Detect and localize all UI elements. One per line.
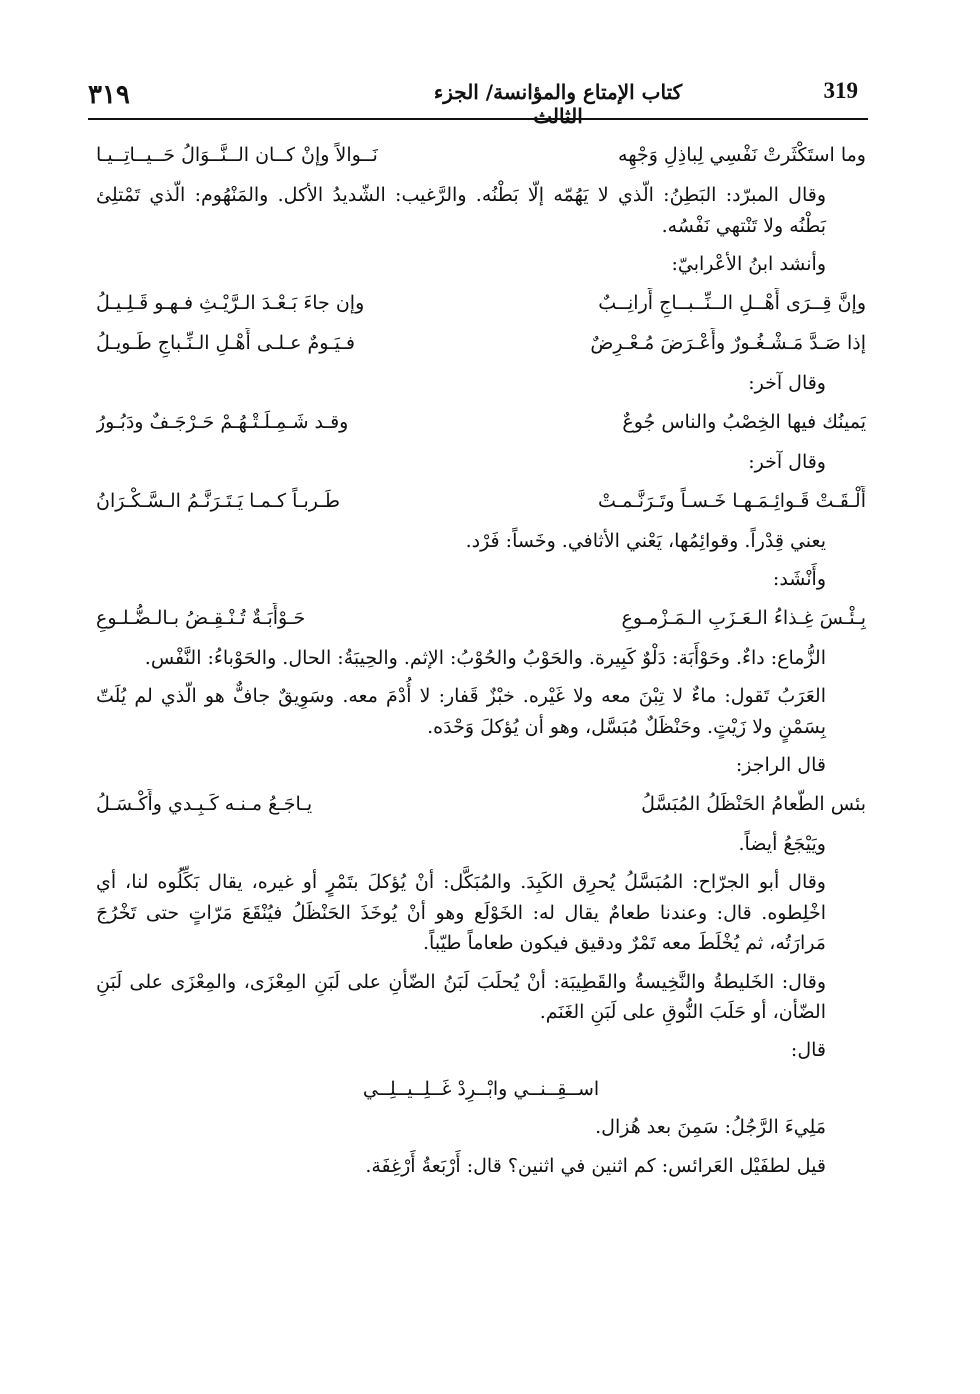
verse-hemistich-second: وقـد شَـمِـلَـتْـهُـمْ حَـرْجَـفٌ ودَبُـورُ [96, 410, 349, 433]
verse-hemistich-second: حَـوْأَبَـةٌ تُـنْـقِـضُ بـالـضُّـلـوعِ [96, 606, 306, 629]
verse-hemistich-first: أَلْـقَـتْ قَـوائِـمَـهـا خَـسـاً وتَـرَنَّـمـتْ [597, 489, 866, 512]
paragraph: الزُّماع: داءٌ. وحَوْأَبَة: دَلْوٌ كَبِيرة. والحَوْبُ والحُوْبُ: الإثم. والحِيبَةُ: الحال. والحَوْباءُ: النَّفْس. [144, 647, 826, 670]
verse-hemistich-first: بِـئْـسَ غِـذاءُ الـعَـزَبِ الـمَـزْمـوعِ [621, 606, 866, 629]
verse-hemistich-second: فـيَـومٌ عـلـى أَهْـلِ الـنِّـباجِ طَـويـلُ [96, 331, 356, 354]
paragraph: قال: [790, 1039, 826, 1062]
page-body [96, 136, 866, 1189]
verse-line [96, 603, 866, 633]
paragraph: وقال آخر: [748, 372, 826, 395]
paragraph: وقال آخر: [748, 451, 826, 474]
paragraph: يعني قِدْراً. وقوائِمُها، يَعْني الأثافي. وخَساً: فَرْد. [465, 529, 826, 552]
page-number-latin: 319 [823, 78, 858, 103]
verse-line [96, 328, 866, 358]
paragraph: قيل لطفَيْل العَرائس: كم اثنين في اثنين؟ قال: أَرْبَعةُ أَرْغِفَة. [365, 1154, 826, 1177]
paragraph: مَلِيءَ الرَّجُلُ: سَمِنَ بعد هُزال. [595, 1116, 826, 1139]
page-number-arabic: ٣١٩ [88, 80, 130, 110]
paragraph: وقال: الخَليطةُ والنَّخِيسةُ والقَطِيبَة: أنْ يُحلَبَ لَبَنُ الضّأنِ على لَبَنِ المِعْزَى، والمِعْزَى على لَبَنِ الضّأن، أو حَلَبَ النُّوقِ على لَبَنِ الغَنَم. [96, 970, 826, 1023]
page-header [88, 74, 868, 128]
verse-hemistich-first: يَمينُك فيها الخِصْبُ والناس جُوعٌ [622, 410, 866, 433]
verse-line [96, 486, 866, 516]
verse-hemistich-first: بئس الطّعامُ الحَنْظَلُ المُبَسَّلُ [641, 792, 866, 815]
verse-hemistich-second: يـاجَـعُ مـنـه كَـبِـدي وأَكْـسَـلُ [96, 792, 313, 815]
paragraph: وقال أبو الجرّاح: المُبَسَّلُ يُحرِق الكَبِدَ. والمُبَكَّل: أنْ يُؤكلَ بتَمْرٍ أو غيره، يقال بَكِّلُوه لنا، أي اخْلِطوه. قال: وعندنا طعامٌ يقال له: الخَوْلَع وهو أنْ يُوخَذَ الحَنْظَلُ فيُنْقَعَ مَرّاتٍ حتى تَخْرُجَ مَرارَتُه، ثم يُخْلَطَ معه تَمْرٌ ودقيق فيكون طعاماً طيّباً. [96, 871, 826, 955]
verse-single: اســقِــنــي وابْــرِدْ غَــلِــيــلِــي [362, 1077, 600, 1100]
paragraph: وقال المبرّد: البَطِنُ: الّذي لا يَهُمّه إلّا بَطْنُه. والرَّغيب: الشّديدُ الأكل. والمَنْهُوم: الّذي تَمْتلِئ بَطْنُه ولا تَنْتهي نَفْسُه. [96, 184, 826, 237]
running-title: كتاب الإمتاع والمؤانسة/ الجزء الثالث [433, 80, 683, 128]
verse-hemistich-second: وإن جاءَ بَـعْـدَ الـرَّيْـثِ فـهـو قَـلِـيـلُ [96, 291, 365, 314]
verse-line [96, 789, 866, 819]
verse-hemistich-first: وما استَكْثَرتْ نَفْسِي لِباذِلِ وَجْهِه [618, 144, 866, 166]
verse-hemistich-second: نَــوالاً وإنْ كــان الــنَّــوَالُ حَــيــاتِــيـا [96, 144, 378, 166]
verse-line [96, 140, 866, 170]
paragraph: ويَيْجَعُ أيضاً. [738, 833, 826, 856]
verse-hemistich-first: وإنَّ قِــرَى أَهْــلِ الــنِّــبــاجِ أَرانِــبٌ [598, 291, 866, 314]
verse-line [96, 288, 866, 318]
paragraph: العَرَبُ تَقول: ماءٌ لا تِبْنَ معه ولا غَيْره. خبْزٌ قَفار: لا أُدْمَ معه. وسَوِيقٌ جافٌّ هو الّذي لم يُلَتّ بِسَمْنٍ ولا زَيْتٍ. وحَنْظَلٌ مُبَسَّل، وهو أن يُؤكلَ وَحْدَه. [96, 685, 826, 738]
paragraph: وأَنْشَد: [772, 568, 826, 591]
verse-hemistich-first: إذا صَـدَّ مَـشْـغُـورٌ وأَعْـرَضَ مُـعْـرِضٌ [590, 331, 866, 354]
paragraph: قال الراجز: [735, 754, 826, 777]
verse-line [96, 407, 866, 437]
paragraph: وأنشد ابنُ الأعْرابيّ: [671, 253, 826, 276]
verse-hemistich-second: طَـربـاً كـمـا يَـتَـرَنَّـمُ الـسَّـكْـرَانُ [96, 489, 340, 512]
